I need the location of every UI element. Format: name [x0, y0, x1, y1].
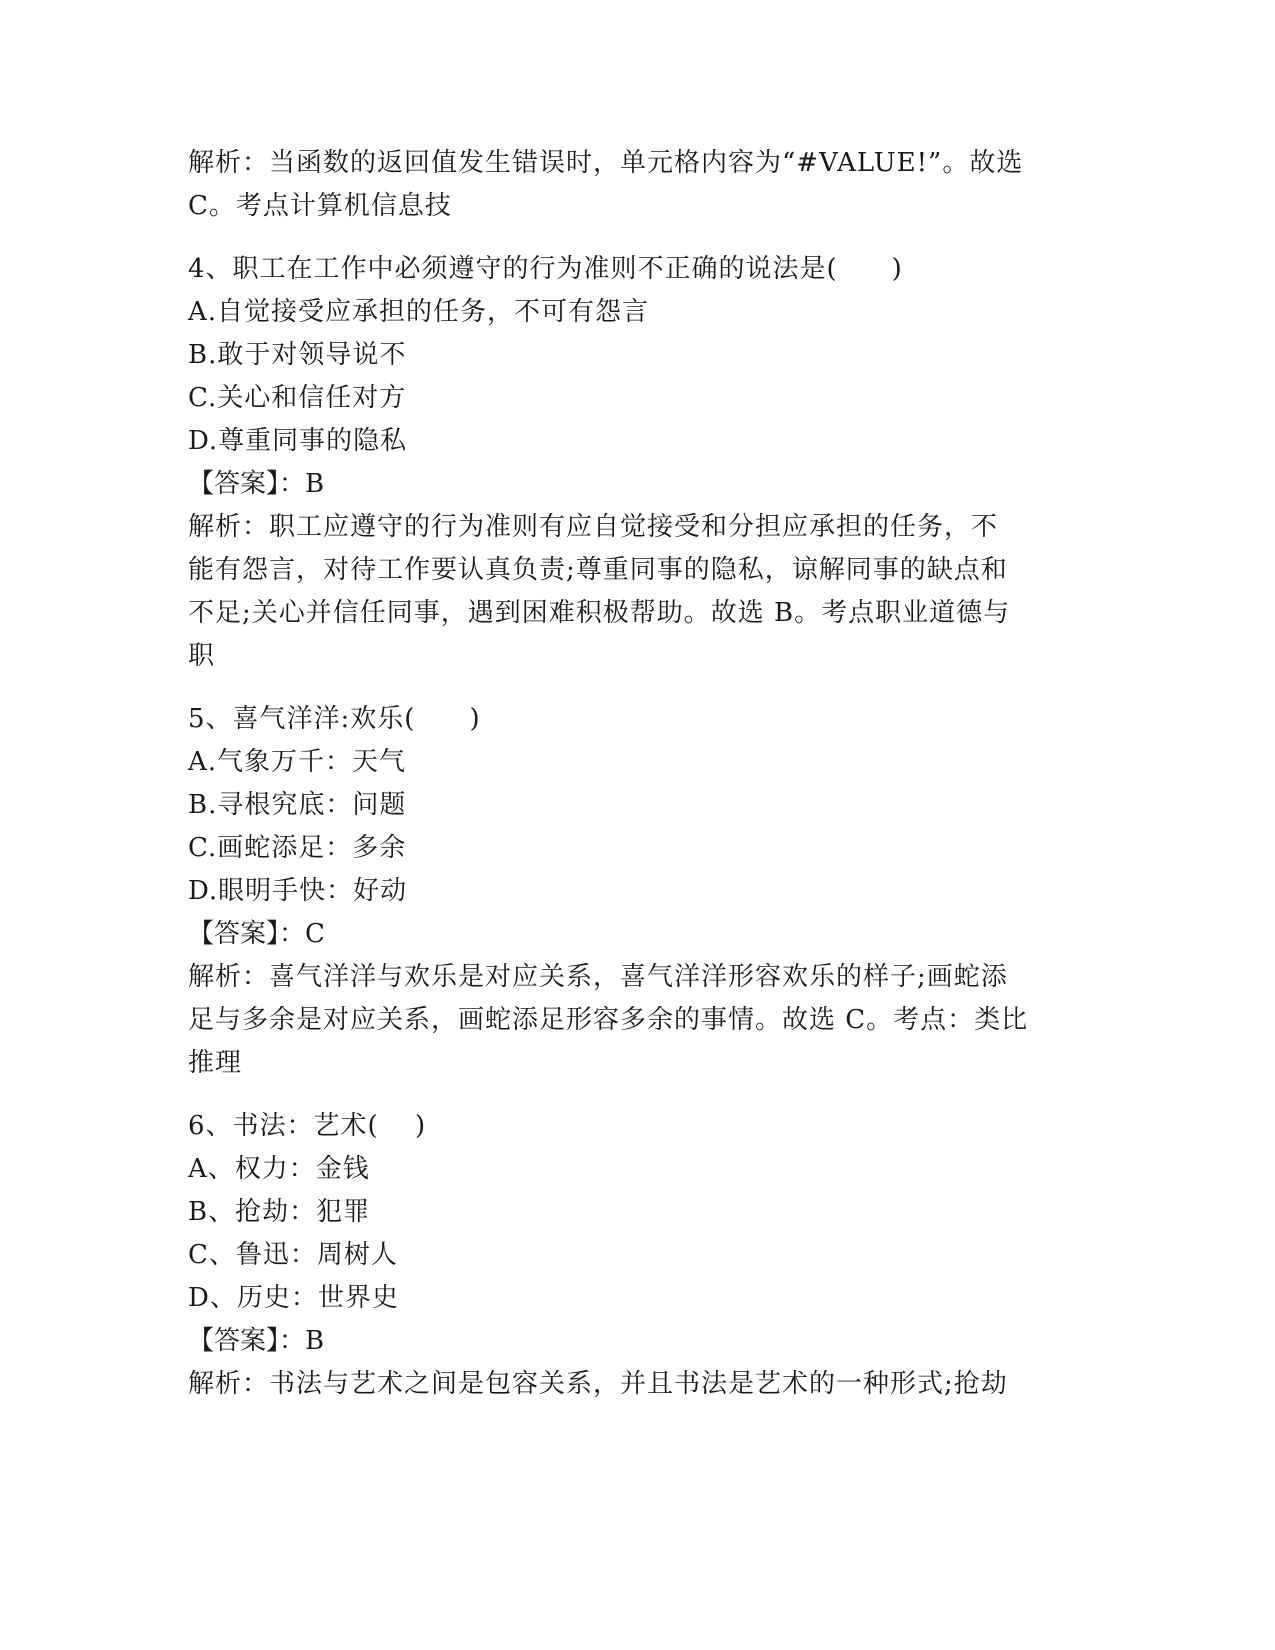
question-block-4 [188, 248, 1088, 678]
explanation-line: 解析：职工应遵守的行为准则有应自觉接受和分担应承担的任务，不 [188, 512, 999, 542]
option-d: D、历史：世界史 [188, 1283, 399, 1313]
document-content [188, 142, 1088, 1406]
option-a: A.气象万千：天气 [188, 747, 407, 777]
explanation-line: C。考点计算机信息技 [188, 191, 452, 221]
question-stem: 6、书法：艺术( ) [188, 1111, 427, 1141]
question-stem: 4、职工在工作中必须遵守的行为准则不正确的说法是( ) [188, 254, 903, 284]
option-b: B.敢于对领导说不 [188, 340, 407, 370]
option-d: D.尊重同事的隐私 [188, 426, 408, 456]
option-b: B.寻根究底：问题 [188, 790, 407, 820]
explanation-line: 能有怨言，对待工作要认真负责;尊重同事的隐私，谅解同事的缺点和 [188, 555, 1008, 585]
option-c: C.关心和信任对方 [188, 383, 407, 413]
question-stem: 5、喜气洋洋:欢乐( ) [188, 704, 481, 734]
explanation-line: 推理 [188, 1048, 243, 1078]
option-c: C.画蛇添足：多余 [188, 833, 407, 863]
explanation-line: 不足;关心并信任同事，遇到困难积极帮助。故选 B。考点职业道德与 [188, 598, 1011, 628]
explanation-line: 足与多余是对应关系，画蛇添足形容多余的事情。故选 C。考点：类比 [188, 1005, 1029, 1035]
explanation-block [188, 142, 1088, 228]
answer-line: 【答案】：B [188, 469, 325, 499]
explanation-line: 职 [188, 641, 216, 671]
question-block-5 [188, 698, 1088, 1085]
spacer [188, 1085, 1088, 1105]
spacer [188, 678, 1088, 698]
option-b: B、抢劫：犯罪 [188, 1197, 371, 1227]
option-a: A.自觉接受应承担的任务，不可有怨言 [188, 297, 650, 327]
question-block-6 [188, 1105, 1088, 1406]
option-d: D.眼明手快：好动 [188, 876, 408, 906]
option-c: C、鲁迅：周树人 [188, 1240, 398, 1270]
explanation-line: 解析：喜气洋洋与欢乐是对应关系，喜气洋洋形容欢乐的样子;画蛇添 [188, 962, 1008, 992]
answer-line: 【答案】：B [188, 1326, 325, 1356]
spacer [188, 228, 1088, 248]
option-a: A、权力：金钱 [188, 1154, 370, 1184]
answer-line: 【答案】：C [188, 919, 325, 949]
explanation-line: 解析：当函数的返回值发生错误时，单元格内容为“#VALUE!”。故选 [188, 148, 1024, 178]
explanation-line: 解析：书法与艺术之间是包容关系，并且书法是艺术的一种形式;抢劫 [188, 1369, 1008, 1399]
